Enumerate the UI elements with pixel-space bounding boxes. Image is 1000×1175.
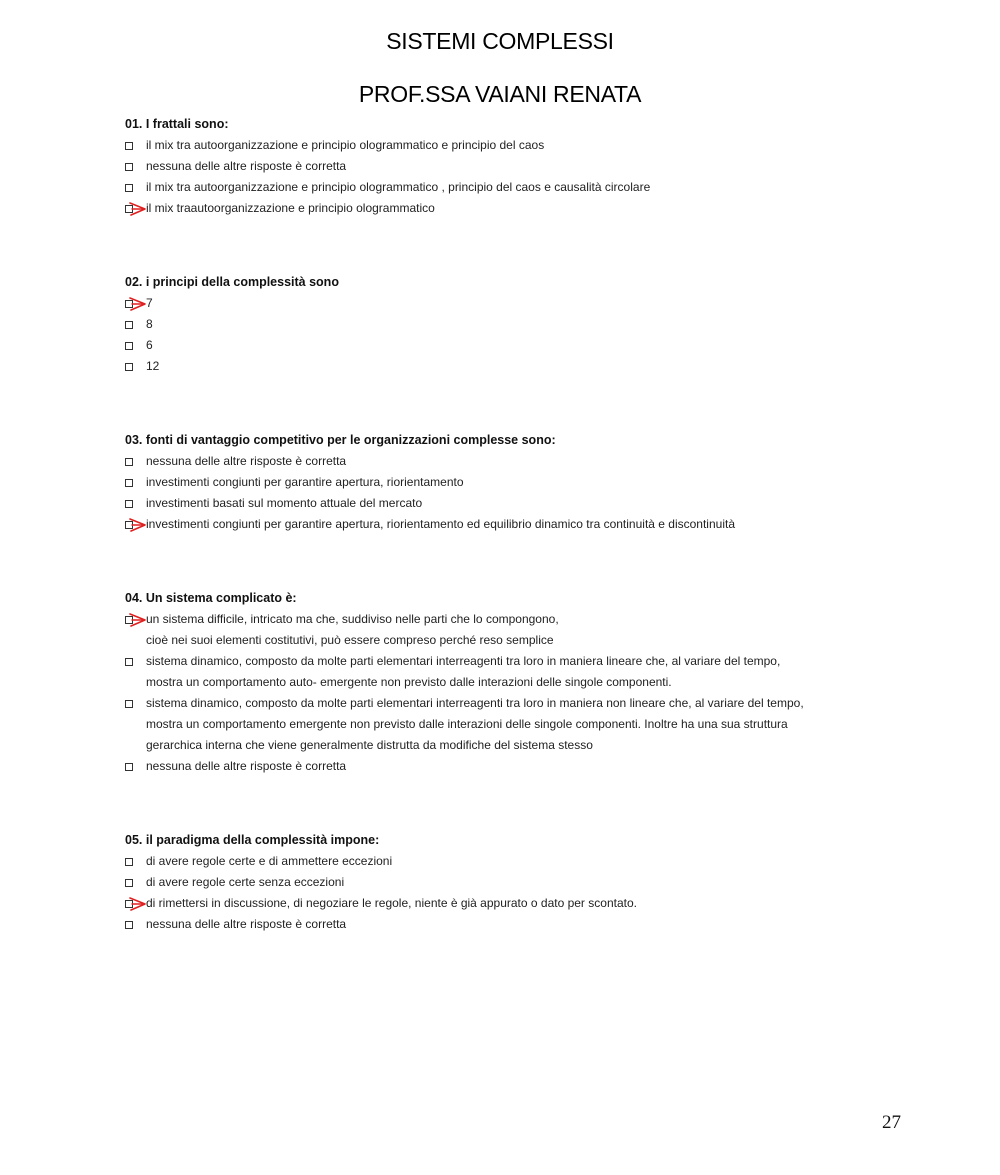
answer-text: nessuna delle altre risposte è corretta [146, 454, 347, 468]
checkbox-icon[interactable] [125, 763, 133, 771]
checkbox-icon[interactable] [125, 363, 133, 371]
answer-text: di rimettersi in discussione, di negoziare le regole, niente è già appurato o dato per scontato. [146, 896, 637, 910]
question-text: 01. I frattali sono: [125, 117, 229, 131]
answer-text: 7 [146, 296, 153, 310]
checkbox-icon[interactable] [125, 184, 133, 192]
question-1 [125, 114, 925, 219]
selected-answer-arrow-icon [129, 612, 147, 628]
document-subtitle: PROF.SSA VAIANI RENATA [358, 81, 642, 107]
answer-text: 8 [146, 317, 153, 331]
checkbox-icon[interactable] [125, 163, 133, 171]
answer-text: sistema dinamico, composto da molte parti elementari interreagenti tra loro in maniera lineare che, al variare del tempo, [146, 654, 781, 668]
selected-answer-arrow-icon [129, 517, 147, 533]
answer-option[interactable] [125, 914, 925, 935]
checkbox-icon[interactable] [125, 479, 133, 487]
answer-option[interactable] [125, 156, 925, 177]
selected-answer-arrow-icon [129, 296, 147, 312]
answer-option[interactable] [125, 314, 925, 335]
answer-text: 6 [146, 338, 153, 352]
question-2 [125, 272, 925, 377]
answer-text: gerarchica interna che viene generalmente distrutta da modifiche del sistema stesso [146, 738, 593, 752]
selected-answer-arrow-icon [129, 896, 147, 912]
answer-option[interactable] [125, 493, 925, 514]
answer-text: investimenti congiunti per garantire apertura, riorientamento [146, 475, 464, 489]
answer-option[interactable] [125, 893, 925, 914]
answer-text: cioè nei suoi elementi costitutivi, può essere compreso perché reso semplice [146, 633, 554, 647]
answer-option[interactable] [125, 293, 925, 314]
document-title: SISTEMI COMPLESSI [386, 28, 614, 54]
checkbox-icon[interactable] [125, 658, 133, 666]
answer-text: di avere regole certe senza eccezioni [146, 875, 345, 889]
question-text: 04. Un sistema complicato è: [125, 591, 297, 605]
checkbox-icon[interactable] [125, 858, 133, 866]
answer-option[interactable] [125, 451, 925, 472]
answer-text: il mix traautoorganizzazione e principio ologrammatico [146, 201, 435, 215]
answer-option[interactable] [125, 514, 925, 535]
checkbox-icon[interactable] [125, 142, 133, 150]
checkbox-icon[interactable] [125, 500, 133, 508]
checkbox-icon[interactable] [125, 700, 133, 708]
answer-text: mostra un comportamento auto- emergente non previsto dalle interazioni delle singole componenti. [146, 675, 672, 689]
answer-text: di avere regole certe e di ammettere eccezioni [146, 854, 393, 868]
answer-option[interactable] [125, 177, 925, 198]
checkbox-icon[interactable] [125, 458, 133, 466]
answer-text: il mix tra autoorganizzazione e principio ologrammatico e principio del caos [146, 138, 545, 152]
answer-option[interactable] [125, 651, 925, 693]
answer-text: nessuna delle altre risposte è corretta [146, 759, 347, 773]
answer-option[interactable] [125, 356, 925, 377]
answer-text: sistema dinamico, composto da molte parti elementari interreagenti tra loro in maniera non lineare che, al variare del tempo, [146, 696, 804, 710]
answer-text: mostra un comportamento emergente non previsto dalle interazioni delle singole componenti. Inoltre ha una sua struttura [146, 717, 788, 731]
answer-option[interactable] [125, 335, 925, 356]
answer-option[interactable] [125, 872, 925, 893]
question-text: 02. i principi della complessità sono [125, 275, 339, 289]
answer-option[interactable] [125, 198, 925, 219]
question-text: 05. il paradigma della complessità impone: [125, 833, 380, 847]
question-3 [125, 430, 925, 535]
answer-option[interactable] [125, 693, 925, 756]
answer-option[interactable] [125, 851, 925, 872]
checkbox-icon[interactable] [125, 321, 133, 329]
question-text: 03. fonti di vantaggio competitivo per le organizzazioni complesse sono: [125, 433, 556, 447]
selected-answer-arrow-icon [129, 201, 147, 217]
answer-option[interactable] [125, 472, 925, 493]
checkbox-icon[interactable] [125, 879, 133, 887]
question-4 [125, 588, 925, 777]
answer-text: investimenti basati sul momento attuale del mercato [146, 496, 423, 510]
answer-option[interactable] [125, 609, 925, 651]
answer-text: il mix tra autoorganizzazione e principio ologrammatico , principio del caos e causalità circolare [146, 180, 651, 194]
answer-option[interactable] [125, 756, 925, 777]
answer-text: un sistema difficile, intricato ma che, suddiviso nelle parti che lo compongono, [146, 612, 559, 626]
page-number: 27 [882, 1112, 901, 1133]
question-5 [125, 830, 925, 935]
answer-text: nessuna delle altre risposte è corretta [146, 917, 347, 931]
answer-text: nessuna delle altre risposte è corretta [146, 159, 347, 173]
answer-text: 12 [146, 359, 160, 373]
checkbox-icon[interactable] [125, 342, 133, 350]
answer-text: investimenti congiunti per garantire apertura, riorientamento ed equilibrio dinamico tra continuità e discontinuità [146, 517, 735, 531]
checkbox-icon[interactable] [125, 921, 133, 929]
answer-option[interactable] [125, 135, 925, 156]
